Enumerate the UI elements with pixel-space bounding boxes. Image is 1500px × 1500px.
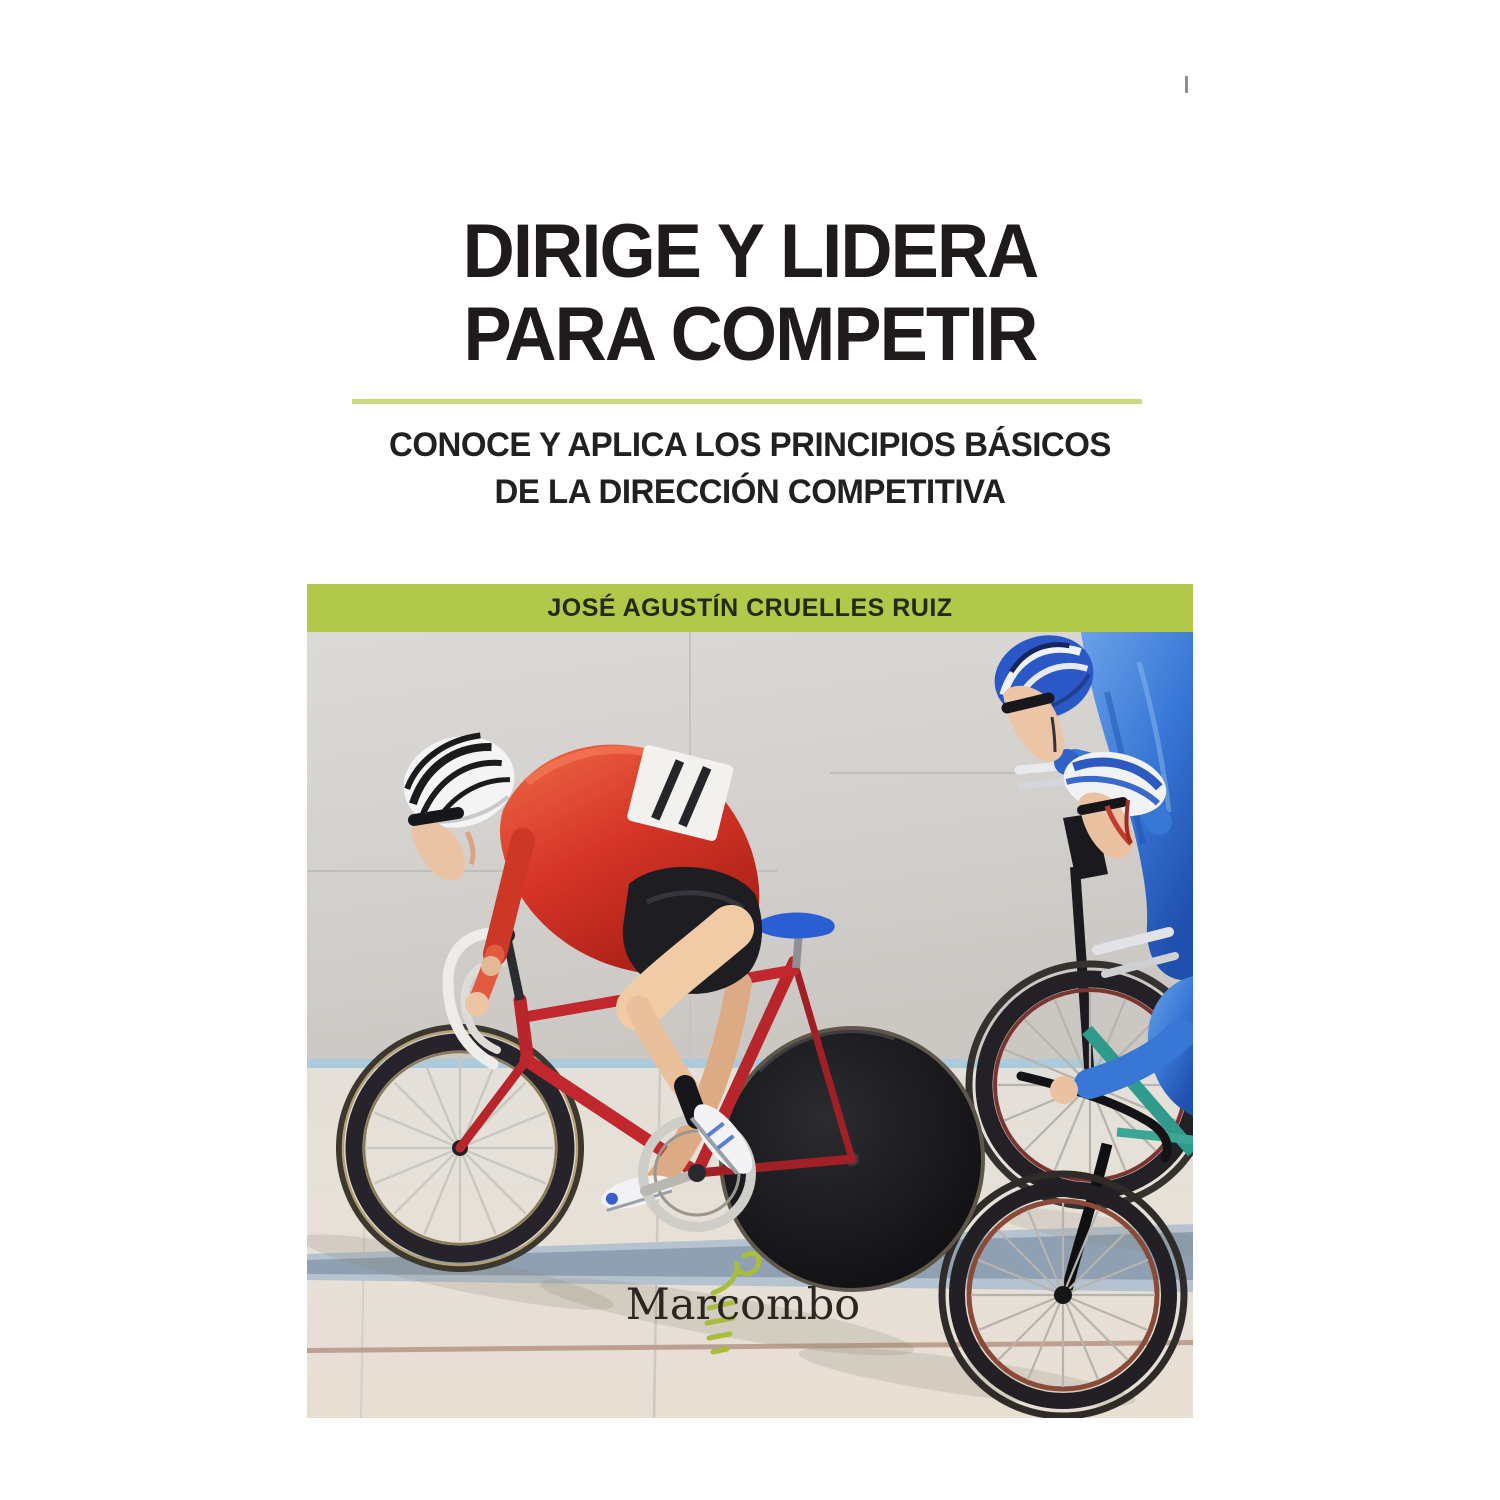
page-corner-mark	[1185, 76, 1188, 93]
subtitle-line-1: CONOCE Y APLICA LOS PRINCIPIOS BÁSICOS	[389, 426, 1111, 464]
author-name: JOSÉ AGUSTÍN CRUELLES RUIZ	[547, 593, 953, 622]
publisher-name: Marcombo	[625, 1280, 861, 1330]
author-band	[307, 584, 1193, 632]
title-line-1: DIRIGE Y LIDERA	[462, 209, 1038, 294]
blue-bike-front-wheel	[942, 1174, 1184, 1416]
subtitle-line-2: DE LA DIRECCIÓN COMPETITIVA	[494, 473, 1006, 511]
red-rider-hand	[465, 992, 489, 1016]
title-line-2: PARA COMPETIR	[463, 292, 1037, 377]
book-subtitle	[23, 422, 1478, 516]
sunglasses-icon	[414, 813, 458, 820]
blue-rider2-hand	[1050, 1076, 1078, 1104]
title-divider-rule	[352, 399, 1142, 404]
cover-photo	[307, 584, 1193, 1418]
velodrome-scene	[307, 632, 1193, 1418]
book-title	[38, 210, 1463, 376]
